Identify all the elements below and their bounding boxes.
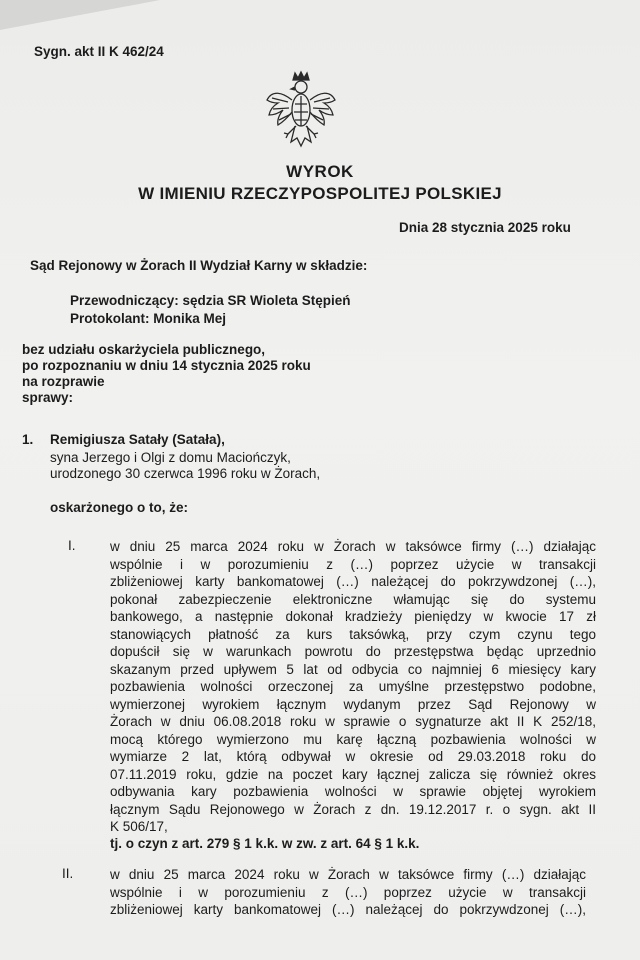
charge-line: w dniu 25 marca 2024 roku w Żorach w taksówce firmy (…) działając [110,867,586,882]
charge-line: w dniu 25 marca 2024 roku w Żorach w taksówce firmy (…) działając [110,539,596,554]
accused-number: 1. [22,432,34,447]
charge-line: skazanym przed upływem 5 lat od odbycia co najmniej 6 miesięcy kary [110,661,596,677]
charge-line: wspólnie i w porozumieniu z (…) poprzez użycie w transakcji [110,556,596,572]
accused-parents: syna Jerzego i Olgi z domu Maciończyk, [50,450,291,465]
charge-text [110,538,596,836]
judgment-subtitle: W IMIENIU RZECZYPOSPOLITEJ POLSKIEJ [138,184,502,203]
charge-line: wymierzonej wyrokiem łącznym wydanym przez Sąd Rejonowy w [110,696,596,712]
charge-line: K 506/17, [110,819,168,834]
court-composition [70,292,350,328]
charge-text [110,866,586,919]
charge-line: bankowego, a następnie dokonał kradzieży pieniędzy w kwocie 17 zł [110,609,596,624]
procedure-info [22,342,311,406]
procedure-line: na rozprawie [22,374,105,389]
charge-line: stanowiących płatność za kurs taksówką, przy czym czynu tego [110,626,596,642]
procedure-line: sprawy: [22,390,74,405]
charge-legal-qualification: tj. o czyn z art. 279 § 1 k.k. w zw. z art. 64 § 1 k.k. [110,836,420,851]
accused-birth: urodzonego 30 czerwca 1996 roku w Żorach, [50,466,321,481]
charge-line: wspólnie i w porozumieniu z (…) poprzez użycie w transakcji [110,884,586,900]
presiding-judge: Przewodniczący: sędzia SR Wioleta Stępień [70,293,351,308]
procedure-line: po rozpoznaniu w dniu 14 stycznia 2025 roku [22,358,311,373]
court-clerk: Protokolant: Monika Mej [70,311,227,326]
accused-name: Remigiusza Satały (Satała), [50,432,225,447]
procedure-line: bez udziału oskarżyciela publicznego, [22,342,266,357]
charges-heading: oskarżonego o to, że: [50,500,189,515]
polish-eagle-emblem-icon [264,70,338,156]
charge-line: wymiarze 2 lat, którą odbywał w okresie od 29.03.2018 roku do [110,749,596,764]
judgment-date: Dnia 28 stycznia 2025 roku [399,220,571,235]
charge-numeral: II. [62,866,74,881]
accused-details [50,450,320,482]
charge-numeral: I. [68,538,76,553]
charge-line: mocą którego wymierzono mu karę łączną pozbawienia wolności w [110,731,596,747]
case-reference: Sygn. akt II K 462/24 [34,44,164,59]
charge-line: dopuścił się w warunkach powrotu do przestępstwa będąc uprzednio [110,644,596,659]
charge-line: pokonał zabezpieczenie elektroniczne włamując się do systemu [110,591,596,607]
court-composition-heading: Sąd Rejonowy w Żorach II Wydział Karny w składzie: [30,258,368,273]
charge-line: zbliżeniowej karty bankomatowej (…) należącej do pokrzywdzonej (…), [110,574,596,589]
charge-line: zbliżeniowej karty bankomatowej (…) należącej do pokrzywdzonej (…), [110,902,586,917]
charge-line: łącznym Sądu Rejonowego w Żorach z dn. 19.12.2017 r. o sygn. akt II [110,801,596,817]
page-shadow [0,0,160,30]
charge-line: pozbawienia wolności orzeczonej za umyślne przestępstwo podobne, [110,679,596,694]
charge-line: odbywania kary pozbawienia wolności w sprawie objętej wyrokiem [110,784,596,799]
charge-line: Żorach w dniu 06.08.2018 roku w sprawie o sygnaturze akt II K 252/18, [110,714,596,729]
charge-line: 07.11.2019 roku, gdzie na poczet kary łącznej zalicza się również okres [110,766,596,782]
judgment-title: WYROK [286,162,354,181]
